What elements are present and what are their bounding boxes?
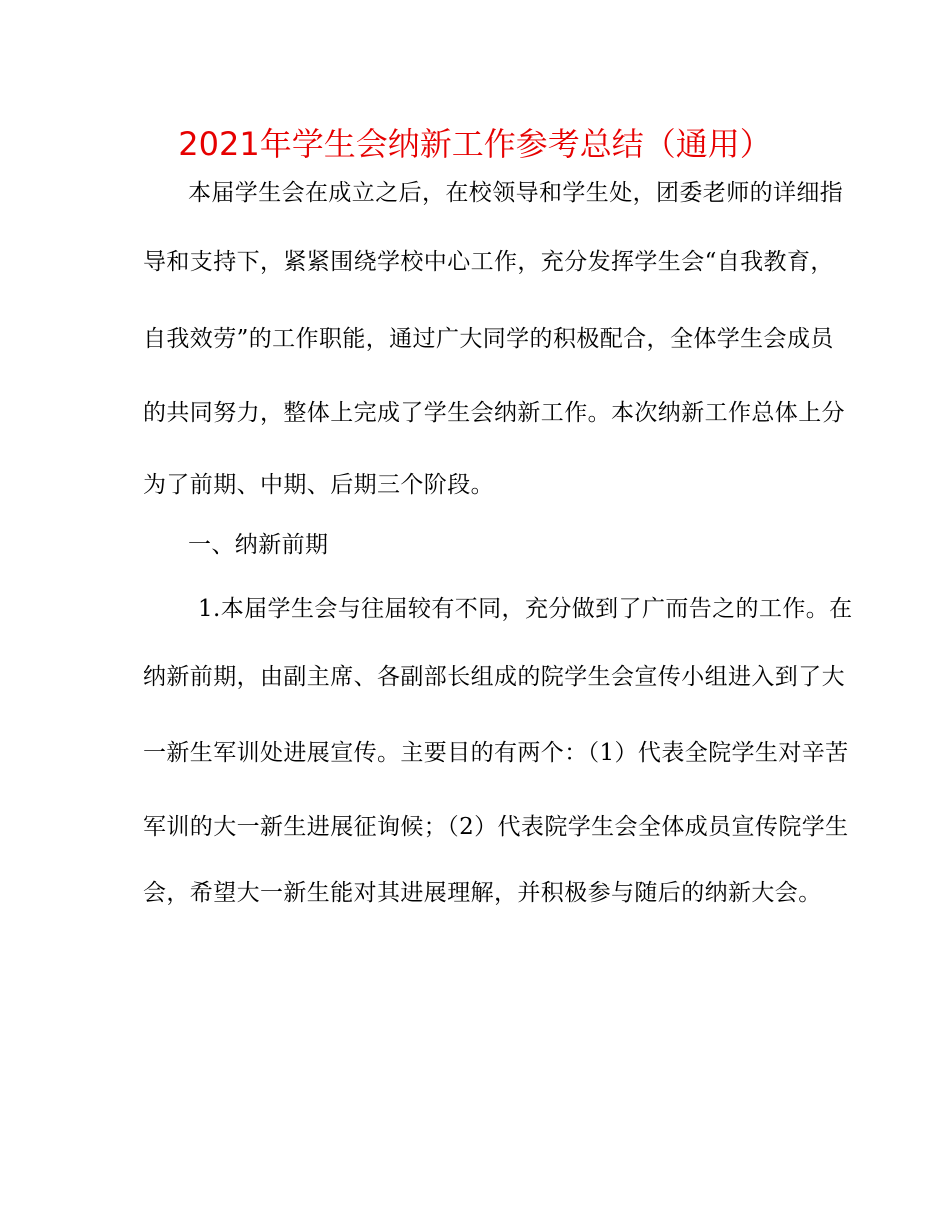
paragraph-2-line-3: 一新生军训处进展宣传。主要目的有两个：（1）代表全院学生对辛苦 [143,740,849,766]
paragraph-2-line-2: 纳新前期，由副主席、各副部长组成的院学生会宣传小组进入到了大 [143,664,845,690]
document-title: 2021年学生会纳新工作参考总结（通用） [178,125,772,163]
paragraph-2-line-1: 1.本届学生会与往届较有不同，充分做到了广而告之的工作。在 [198,596,853,622]
paragraph-2-line-4: 军训的大一新生进展征询候；（2）代表院学生会全体成员宣传院学生 [143,814,849,840]
paragraph-2-line-5: 会，希望大一新生能对其进展理解，并积极参与随后的纳新大会。 [143,880,822,906]
paragraph-1-line-4: 的共同努力，整体上完成了学生会纳新工作。本次纳新工作总体上分 [143,400,845,426]
paragraph-1-line-3: 自我效劳”的工作职能，通过广大同学的积极配合，全体学生会成员 [143,326,834,352]
section-heading: 一、纳新前期 [188,532,329,558]
paragraph-1-line-2: 导和支持下，紧紧围绕学校中心工作，充分发挥学生会“自我教育， [143,249,834,275]
paragraph-1-line-1: 本届学生会在成立之后，在校领导和学生处，团委老师的详细指 [188,180,844,206]
paragraph-1-line-5: 为了前期、中期、后期三个阶段。 [143,472,494,498]
